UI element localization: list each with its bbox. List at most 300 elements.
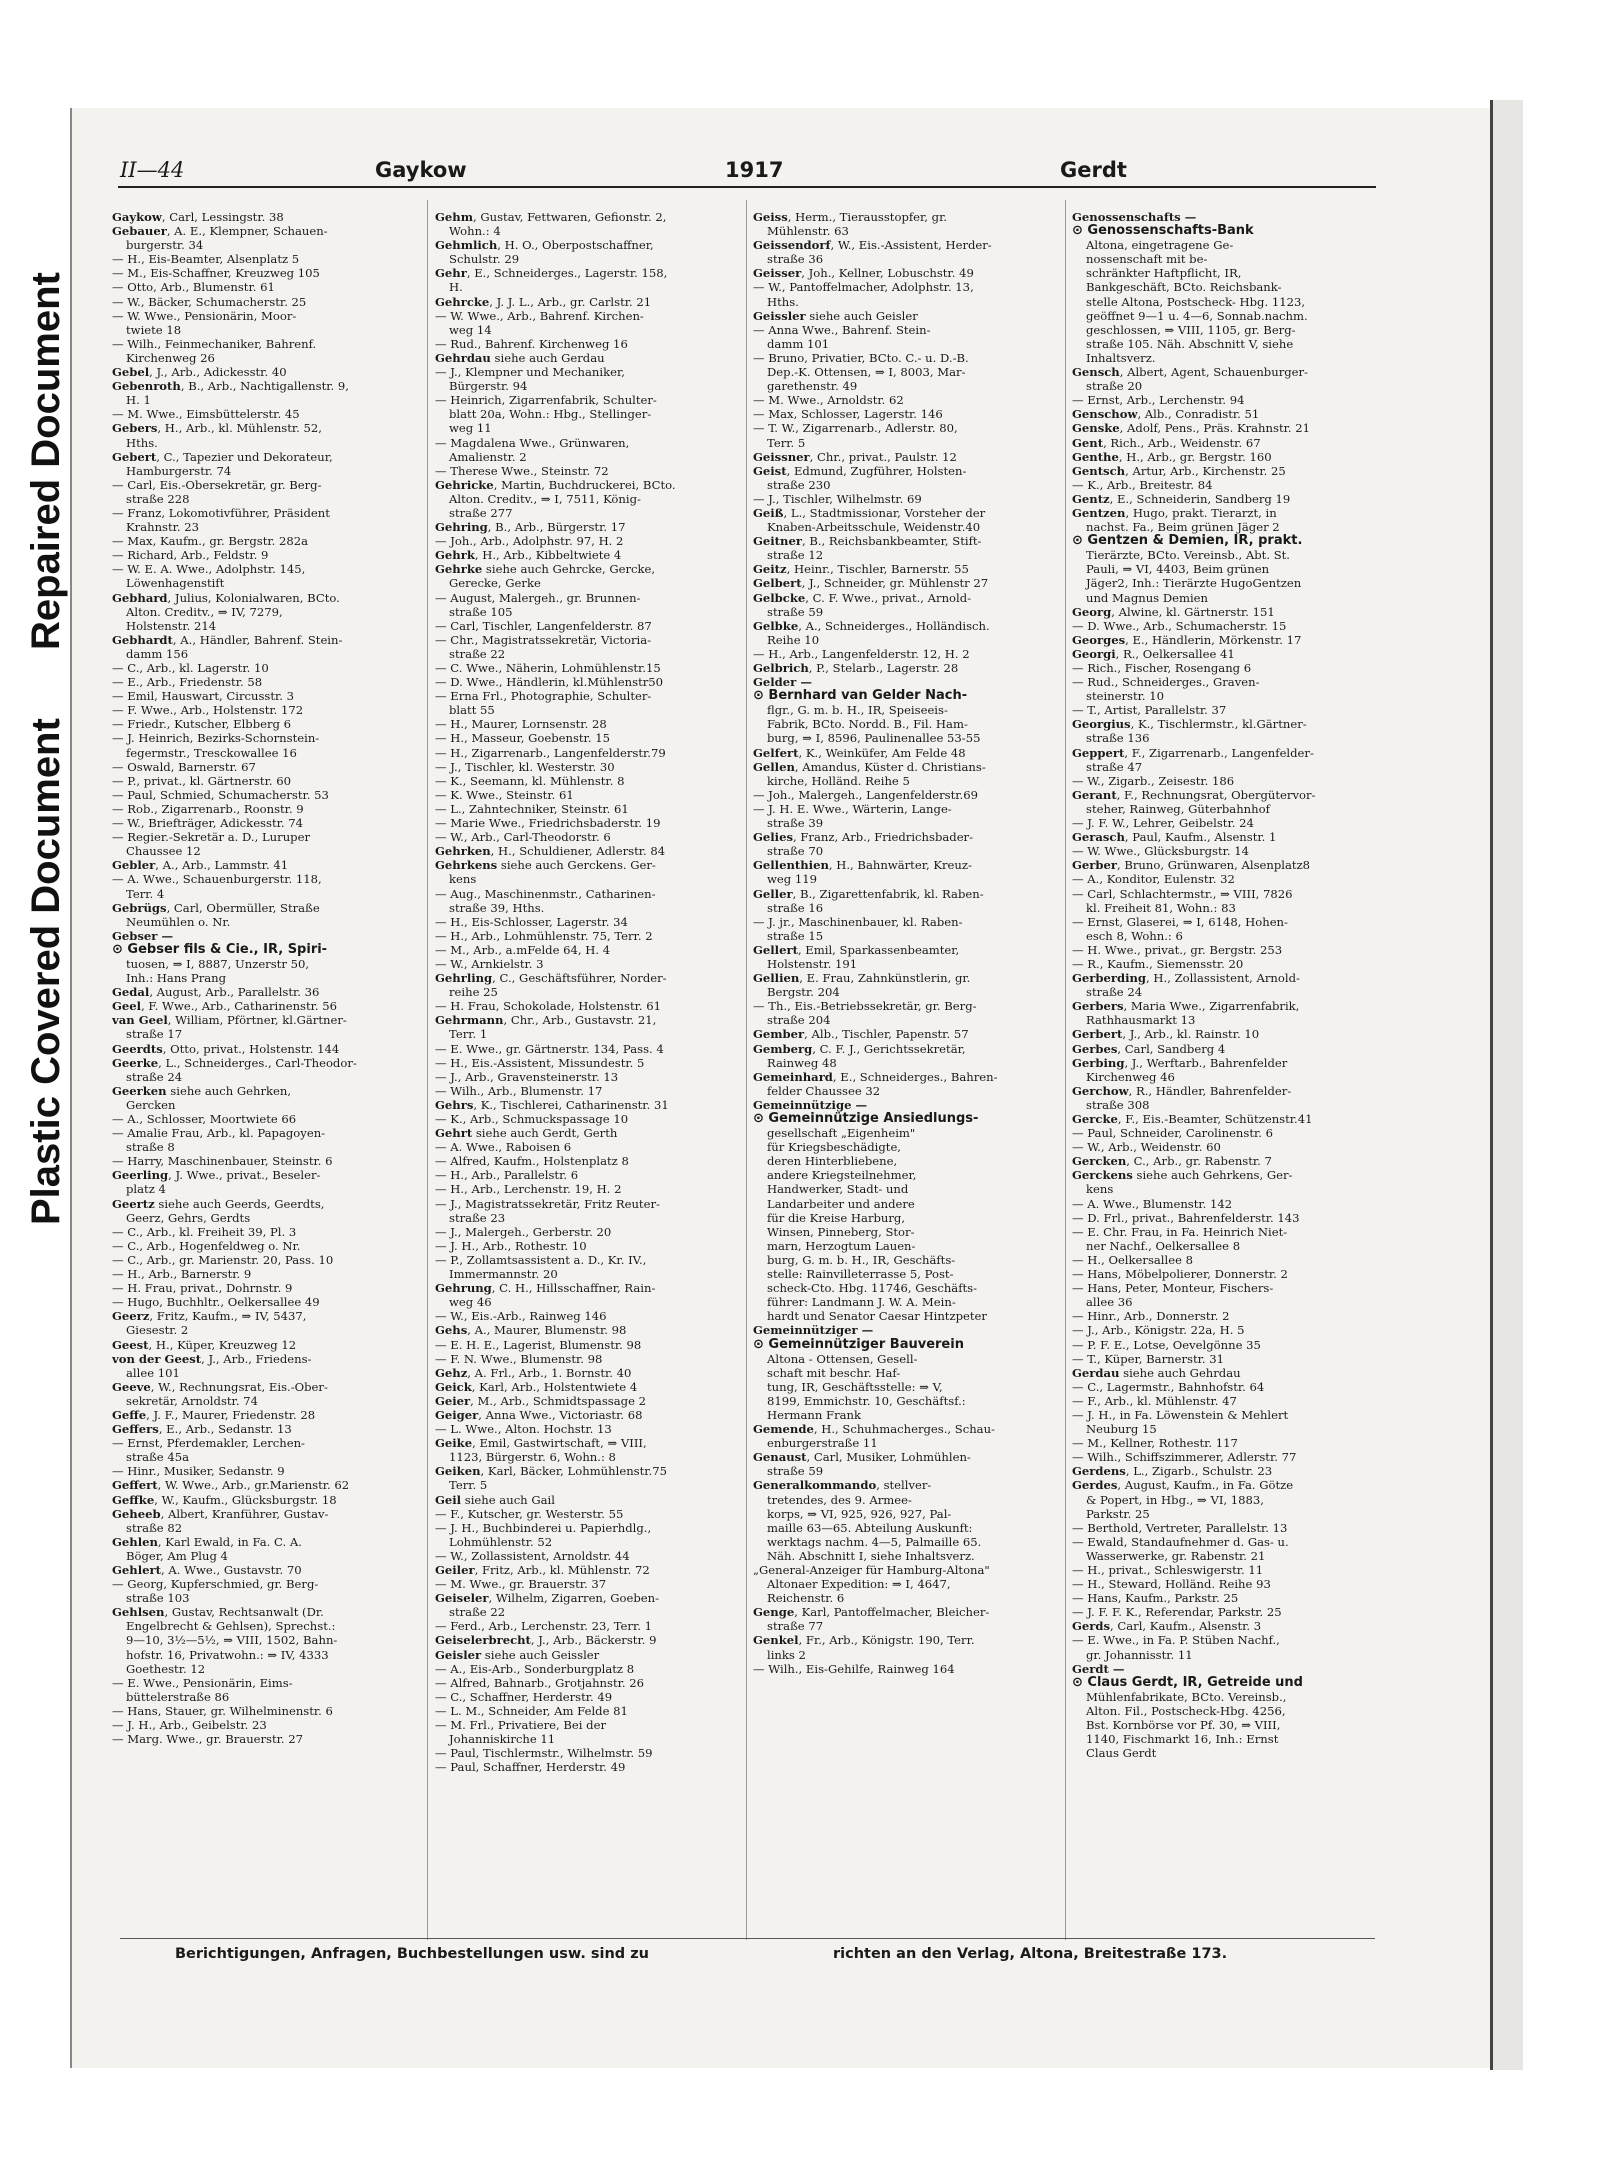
directory-line: — L., Zahntechniker, Steinstr. 61	[435, 801, 629, 816]
directory-line: Gehrt siehe auch Gerdt, Gerth	[435, 1126, 618, 1141]
directory-line: Gemberg, C. F. J., Gerichtssekretär,	[753, 1041, 966, 1056]
directory-line: Knaben-Arbeitsschule, Weidenstr.40	[767, 520, 981, 535]
directory-line: Löwenhagenstift	[126, 576, 225, 591]
directory-line: korps, ⇒ VI, 925, 926, 927, Pal-	[767, 1506, 952, 1521]
directory-line: Gedal, August, Arb., Parallelstr. 36	[112, 985, 320, 1000]
directory-line: Generalkommando, stellver-	[753, 1478, 932, 1493]
directory-line: Handwerker, Stadt- und	[767, 1182, 909, 1197]
directory-line: — Max, Schlosser, Lagerstr. 146	[753, 407, 943, 422]
directory-line: — D. Wwe., Arb., Schumacherstr. 15	[1072, 618, 1287, 633]
directory-line: — Berthold, Vertreter, Parallelstr. 13	[1072, 1520, 1288, 1535]
directory-line: garethenstr. 49	[767, 379, 858, 394]
directory-line: Geerdts, Otto, privat., Holstenstr. 144	[112, 1041, 340, 1056]
directory-line: Gebrügs, Carl, Obermüller, Straße	[112, 900, 320, 915]
directory-line: Gebhardt, A., Händler, Bahrenf. Stein-	[112, 632, 343, 647]
directory-line: hofstr. 16, Privatwohn.: ⇒ IV, 4333	[126, 1647, 329, 1662]
directory-line: Gehs, A., Maurer, Blumenstr. 98	[435, 1323, 627, 1338]
directory-line: Gerasch, Paul, Kaufm., Alsenstr. 1	[1072, 830, 1277, 845]
directory-line: Landarbeiter und andere	[767, 1196, 915, 1211]
directory-line: Gent, Rich., Arb., Weidenstr. 67	[1072, 435, 1261, 450]
directory-line: Gensch, Albert, Agent, Schauenburger-	[1072, 365, 1308, 380]
directory-line: — M., Kellner, Rothestr. 117	[1072, 1436, 1238, 1451]
directory-line: Altona - Ottensen, Gesell-	[767, 1351, 918, 1366]
directory-line: H. 1	[126, 393, 151, 408]
directory-line: straße 39	[767, 816, 824, 831]
directory-line: — H., Arb., Lerchenstr. 19, H. 2	[435, 1182, 622, 1197]
repaired-document-label: Repaired Document	[24, 272, 68, 650]
directory-line: Gehz, A. Frl., Arb., 1. Bornstr. 40	[435, 1365, 632, 1380]
directory-line: straße 308	[1086, 1097, 1150, 1112]
directory-line: — C., Arb., kl. Lagerstr. 10	[112, 661, 269, 675]
directory-line: Genthe, H., Arb., gr. Bergstr. 160	[1072, 449, 1272, 464]
directory-line: Lohmühlenstr. 52	[449, 1534, 553, 1549]
directory-line: Geerken siehe auch Gehrken,	[112, 1083, 292, 1098]
directory-line: Genske, Adolf, Pens., Präs. Krahnstr. 21	[1072, 421, 1310, 436]
directory-line: Amalienstr. 2	[449, 449, 527, 464]
directory-line: — Ferd., Arb., Lerchenstr. 23, Terr. 1	[435, 1619, 652, 1634]
directory-line: Gerant, F., Rechnungsrat, Obergütervor-	[1072, 787, 1316, 802]
directory-line: geöffnet 9—1 u. 4—6, Sonnab.nachm.	[1086, 308, 1308, 323]
directory-line: — Ernst, Pferdemakler, Lerchen-	[112, 1436, 305, 1451]
directory-line: Gelbcke, C. F. Wwe., privat., Arnold-	[753, 590, 972, 605]
directory-line: ⊙ Gemeinnütziger Bauverein	[753, 1337, 964, 1352]
directory-line: Gember, Alb., Tischler, Papenstr. 57	[753, 1027, 969, 1042]
directory-line: Gebler, A., Arb., Lammstr. 41	[112, 858, 289, 873]
directory-line: — J., Tischler, Wilhelmstr. 69	[753, 491, 922, 506]
directory-line: — H., Arb., Langenfelderstr. 12, H. 2	[753, 646, 970, 661]
directory-line: — J. H., Arb., Geibelstr. 23	[112, 1718, 267, 1733]
directory-line: — Heinrich, Zigarrenfabrik, Schulter-	[435, 393, 657, 408]
directory-line: — Max, Kaufm., gr. Bergstr. 282a	[112, 534, 309, 549]
directory-line: — W., Arb., Carl-Theodorstr. 6	[435, 830, 611, 845]
directory-line: Georgius, K., Tischlermstr., kl.Gärtner-	[1072, 717, 1307, 732]
directory-line: straße 70	[767, 844, 824, 859]
directory-line: Claus Gerdt	[1086, 1746, 1157, 1761]
directory-line: Gerdes, August, Kaufm., in Fa. Götze	[1072, 1478, 1294, 1493]
directory-line: Gehr, E., Schneiderges., Lagerstr. 158,	[435, 266, 668, 281]
directory-line: straße 45a	[126, 1450, 190, 1465]
directory-line: esch 8, Wohn.: 6	[1086, 928, 1183, 943]
directory-line: burgerstr. 34	[126, 238, 204, 253]
directory-line: maille 63—65. Abteilung Auskunft:	[767, 1520, 973, 1535]
column-divider	[746, 200, 747, 1940]
directory-line: — W. Wwe., Glücksburgstr. 14	[1072, 844, 1250, 859]
directory-line: — M. Wwe., gr. Brauerstr. 37	[435, 1577, 607, 1592]
directory-line: 9—10, 3½—5½, ⇒ VIII, 1502, Bahn-	[126, 1633, 338, 1648]
directory-line: — Carl, Schlachtermstr., ⇒ VIII, 7826	[1072, 886, 1293, 901]
directory-line: straße 16	[767, 900, 824, 915]
directory-line: — J. H. E. Wwe., Wärterin, Lange-	[753, 801, 952, 816]
directory-line: Gehrs, K., Tischlerei, Catharinenstr. 31	[435, 1097, 669, 1112]
directory-line: Hths.	[126, 435, 158, 450]
directory-line: straße 77	[767, 1619, 824, 1634]
directory-line: Geest, H., Küper, Kreuzweg 12	[112, 1337, 297, 1352]
directory-line: stelle: Rainvilleterrasse 5, Post-	[767, 1267, 954, 1282]
directory-line: Gerdt —	[1072, 1661, 1125, 1676]
directory-line: Geil siehe auch Gail	[435, 1492, 555, 1507]
directory-line: Fabrik, BCto. Nordd. B., Fil. Ham-	[767, 717, 968, 732]
directory-line: Gerberding, H., Zollassistent, Arnold-	[1072, 971, 1300, 986]
directory-line: Gehrke siehe auch Gehrcke, Gercke,	[435, 562, 656, 577]
directory-line: Terr. 1	[449, 1027, 488, 1042]
directory-line: Immermannstr. 20	[449, 1267, 558, 1282]
header-first-entry: Gaykow	[375, 158, 467, 182]
directory-line: — E. Wwe., gr. Gärtnerstr. 134, Pass. 4	[435, 1041, 664, 1056]
directory-line: Gerbes, Carl, Sandberg 4	[1072, 1041, 1226, 1056]
directory-line: stelle Altona, Postscheck- Hbg. 1123,	[1086, 294, 1306, 309]
directory-line: Geier, M., Arb., Schmidtspassage 2	[435, 1393, 646, 1408]
directory-line: Gehrken, H., Schuldiener, Adlerstr. 84	[435, 844, 666, 859]
directory-line: Holstenstr. 191	[767, 956, 858, 971]
directory-line: Genge, Karl, Pantoffelmacher, Bleicher-	[753, 1605, 990, 1620]
directory-line: — Marg. Wwe., gr. Brauerstr. 27	[112, 1732, 304, 1747]
directory-line: Gerber, Bruno, Grünwaren, Alsenplatz8	[1072, 858, 1311, 873]
directory-line: Gebers, H., Arb., kl. Mühlenstr. 52,	[112, 421, 322, 436]
directory-line: straße 12	[767, 548, 824, 563]
directory-line: — Harry, Maschinenbauer, Steinstr. 6	[112, 1154, 333, 1169]
directory-line: — Regier.-Sekretär a. D., Luruper	[112, 830, 310, 845]
directory-line: — Rob., Zigarrenarb., Roonstr. 9	[112, 801, 304, 816]
directory-line: Gerchow, R., Händler, Bahrenfelder-	[1072, 1083, 1292, 1098]
directory-line: — Richard, Arb., Feldstr. 9	[112, 548, 269, 563]
directory-line: — Paul, Tischlermstr., Wilhelmstr. 59	[435, 1746, 653, 1761]
directory-line: — W. E. A. Wwe., Adolphstr. 145,	[112, 562, 306, 577]
directory-line: damm 156	[126, 646, 189, 661]
directory-line: Geisser, Joh., Kellner, Lobuschstr. 49	[753, 266, 974, 281]
directory-line: — R., Kaufm., Siemensstr. 20	[1072, 956, 1244, 971]
directory-line: Gerckens siehe auch Gehrkens, Ger-	[1072, 1168, 1293, 1183]
directory-line: Bst. Kornbörse vor Pf. 30, ⇒ VIII,	[1086, 1718, 1281, 1733]
directory-line: Neuburg 15	[1086, 1422, 1157, 1437]
directory-line: — D. Frl., privat., Bahrenfelderstr. 143	[1072, 1210, 1300, 1225]
directory-line: Mühlenstr. 63	[767, 224, 849, 239]
directory-line: Gehlsen, Gustav, Rechtsanwalt (Dr.	[112, 1605, 324, 1620]
directory-line: Gehlen, Karl Ewald, in Fa. C. A.	[112, 1534, 302, 1549]
directory-line: — H., Eis-Beamter, Alsenplatz 5	[112, 252, 300, 267]
directory-line: Gehmlich, H. O., Oberpostschaffner,	[435, 238, 654, 253]
directory-line: — J. jr., Maschinenbauer, kl. Raben-	[753, 914, 963, 929]
directory-line: allee 101	[126, 1365, 180, 1380]
directory-line: Gehrkens siehe auch Gerckens. Ger-	[435, 858, 656, 873]
directory-line: — J., Malergeh., Gerberstr. 20	[435, 1224, 612, 1239]
directory-line: — Hans, Peter, Monteur, Fischers-	[1072, 1281, 1274, 1296]
directory-line: Geiger, Anna Wwe., Victoriastr. 68	[435, 1407, 643, 1422]
directory-line: ⊙ Gentzen & Demien, IR, prakt.	[1072, 534, 1303, 549]
directory-line: — M. Frl., Privatiere, Bei der	[435, 1718, 606, 1733]
directory-line: — J. F. F. K., Referendar, Parkstr. 25	[1072, 1605, 1282, 1620]
directory-line: Geiler, Fritz, Arb., kl. Mühlenstr. 72	[435, 1563, 650, 1577]
directory-line: Gemeinnütziger —	[753, 1323, 874, 1338]
directory-line: — M. Wwe., Eimsbüttelerstr. 45	[112, 407, 300, 422]
directory-line: — H., Maurer, Lornsenstr. 28	[435, 717, 607, 732]
directory-line: — Joh., Malergeh., Langenfelderstr.69	[753, 787, 978, 802]
directory-line: straße 103	[126, 1591, 190, 1606]
directory-line: — W., Zollassistent, Arnoldstr. 44	[435, 1548, 630, 1563]
directory-line: Geike, Emil, Gastwirtschaft, ⇒ VIII,	[435, 1436, 647, 1451]
directory-line: — Oswald, Barnerstr. 67	[112, 759, 256, 774]
directory-line: ⊙ Bernhard van Gelder Nach-	[753, 689, 968, 704]
directory-line: Gaykow, Carl, Lessingstr. 38	[112, 210, 284, 224]
directory-line: — K., Arb., Schmuckspassage 10	[435, 1112, 629, 1126]
directory-line: — M., Eis-Schaffner, Kreuzweg 105	[112, 266, 320, 281]
directory-line: Gehrmann, Chr., Arb., Gustavstr. 21,	[435, 1013, 657, 1028]
directory-line: — Erna Frl., Photographie, Schulter-	[435, 689, 652, 704]
directory-line: Reihe 10	[767, 632, 820, 647]
directory-line: — Franz, Lokomotivführer, Präsident	[112, 505, 330, 520]
directory-line: Geffe, J. F., Maurer, Friedenstr. 28	[112, 1407, 316, 1422]
directory-line: — A., Schlosser, Moortwiete 66	[112, 1112, 297, 1126]
directory-line: — J. H., Buchbinderei u. Papierhdlg.,	[435, 1520, 652, 1535]
directory-line: Georges, E., Händlerin, Mörkenstr. 17	[1072, 632, 1302, 647]
directory-line: — W., Arnkielstr. 3	[435, 956, 544, 971]
directory-line: Gebhard, Julius, Kolonialwaren, BCto.	[112, 590, 340, 605]
directory-line: — T. W., Zigarrenarb., Adlerstr. 80,	[753, 421, 958, 436]
directory-line: — P., privat., kl. Gärtnerstr. 60	[112, 773, 291, 788]
directory-line: — Emil, Hauswart, Circusstr. 3	[112, 689, 295, 704]
directory-line: für die Kreise Harburg,	[767, 1210, 906, 1225]
directory-line: — Hans, Möbelpolierer, Donnerstr. 2	[1072, 1267, 1288, 1282]
directory-line: von der Geest, J., Arb., Friedens-	[112, 1351, 312, 1366]
directory-line: straße 228	[126, 491, 190, 506]
column-3	[753, 210, 1043, 1676]
directory-line: — Alfred, Kaufm., Holstenplatz 8	[435, 1154, 629, 1169]
directory-line: straße 277	[449, 505, 513, 520]
directory-line: — E., Arb., Friedenstr. 58	[112, 675, 263, 690]
directory-line: — H. Frau, privat., Dohrnstr. 9	[112, 1281, 293, 1296]
header-rule	[118, 186, 1376, 188]
directory-line: straße 82	[126, 1520, 183, 1535]
directory-line: Geffke, W., Kaufm., Glücksburgstr. 18	[112, 1492, 337, 1507]
directory-line: Georg, Alwine, kl. Gärtnerstr. 151	[1072, 604, 1275, 619]
directory-line: Hermann Frank	[767, 1407, 862, 1422]
directory-line: — Chr., Magistratssekretär, Victoria-	[435, 632, 652, 647]
directory-line: Goethestr. 12	[126, 1661, 206, 1676]
directory-line: Winsen, Pinneberg, Stor-	[767, 1224, 915, 1239]
directory-line: kirche, Holländ. Reihe 5	[767, 773, 910, 788]
directory-line: — J., Tischler, kl. Westerstr. 30	[435, 759, 615, 774]
directory-line: — H., Eis-Schlosser, Lagerstr. 34	[435, 914, 628, 929]
directory-line: — Ewald, Standaufnehmer d. Gas- u.	[1072, 1534, 1289, 1549]
column-1	[112, 210, 402, 1746]
directory-line: burg, ⇒ I, 8596, Paulinenallee 53-55	[767, 731, 981, 746]
directory-line: straße 24	[126, 1069, 183, 1084]
directory-line: — T., Küper, Barnerstr. 31	[1072, 1351, 1225, 1366]
directory-line: Engelbrecht & Gehlsen), Sprechst.:	[126, 1619, 336, 1634]
directory-line: Gerdau siehe auch Gehrdau	[1072, 1365, 1241, 1380]
directory-line: Gebser —	[112, 928, 174, 943]
directory-line: & Popert, in Hbg., ⇒ VI, 1883,	[1086, 1492, 1264, 1507]
directory-line: Gelbke, A., Schneiderges., Holländisch.	[753, 618, 990, 633]
directory-line: links 2	[767, 1647, 806, 1662]
directory-line: — H. Frau, Schokolade, Holstenstr. 61	[435, 999, 661, 1014]
directory-line: — M. Wwe., Arnoldstr. 62	[753, 393, 904, 408]
directory-line: gesellschaft „Eigenheim"	[767, 1126, 916, 1141]
directory-line: — Paul, Schneider, Carolinenstr. 6	[1072, 1126, 1274, 1141]
directory-line: — C., Schaffner, Herderstr. 49	[435, 1689, 613, 1704]
directory-line: Bürgerstr. 94	[449, 379, 528, 394]
directory-line: — C., Arb., Hogenfeldweg o. Nr.	[112, 1238, 301, 1253]
footer-right: richten an den Verlag, Altona, Breitestraße 173.	[833, 1946, 1228, 1962]
directory-line: — A. Wwe., Blumenstr. 142	[1072, 1196, 1233, 1211]
directory-line: — A., Eis-Arb., Sonderburgplatz 8	[435, 1661, 635, 1676]
directory-line: — E. Wwe., in Fa. P. Stüben Nachf.,	[1072, 1633, 1280, 1648]
directory-line: straße 22	[449, 646, 506, 661]
directory-line: twiete 18	[126, 322, 182, 337]
directory-line: Mühlenfabrikate, BCto. Vereinsb.,	[1086, 1689, 1287, 1704]
directory-line: nossenschaft mit be-	[1086, 252, 1208, 267]
directory-line: kens	[449, 872, 477, 887]
directory-line: ⊙ Claus Gerdt, IR, Getreide und	[1072, 1675, 1303, 1690]
directory-line: Geppert, F., Zigarrenarb., Langenfelder-	[1072, 745, 1314, 760]
header-last-entry: Gerdt	[1060, 158, 1127, 182]
directory-line: Gelies, Franz, Arb., Friedrichsbader-	[753, 830, 974, 845]
directory-line: Altonaer Expedition: ⇒ I, 4647,	[767, 1577, 951, 1592]
directory-line: — August, Malergeh., gr. Brunnen-	[435, 590, 641, 605]
directory-line: — D. Wwe., Händlerin, kl.Mühlenstr50	[435, 675, 664, 690]
directory-line: führer: Landmann J. W. A. Mein-	[767, 1295, 956, 1310]
directory-line: — J. F. W., Lehrer, Geibelstr. 24	[1072, 816, 1254, 831]
directory-line: — J. H., Arb., Rothestr. 10	[435, 1238, 587, 1253]
directory-line: straße 204	[767, 1013, 831, 1028]
directory-line: nachst. Fa., Beim grünen Jäger 2	[1086, 520, 1280, 535]
directory-line: Gehrdau siehe auch Gerdau	[435, 350, 605, 365]
directory-line: Geerz, Fritz, Kaufm., ⇒ IV, 5437,	[112, 1309, 307, 1324]
directory-line: — Alfred, Bahnarb., Grotjahnstr. 26	[435, 1675, 645, 1690]
directory-line: — M., Arb., a.mFelde 64, H. 4	[435, 942, 611, 957]
directory-line: Gerds, Carl, Kaufm., Alsenstr. 3	[1072, 1619, 1262, 1634]
directory-line: tretendes, des 9. Armee-	[767, 1492, 912, 1507]
directory-line: — H., Steward, Holländ. Reihe 93	[1072, 1577, 1271, 1592]
directory-line: Neumühlen o. Nr.	[126, 914, 231, 929]
directory-line: Geiseler, Wilhelm, Zigarren, Goeben-	[435, 1591, 660, 1606]
directory-line: Gentsch, Artur, Arb., Kirchenstr. 25	[1072, 463, 1286, 478]
directory-line: Hamburgerstr. 74	[126, 463, 232, 478]
directory-line: Gehring, B., Arb., Bürgerstr. 17	[435, 520, 626, 535]
directory-line: Geheeb, Albert, Kranführer, Gustav-	[112, 1506, 329, 1521]
directory-line: — W., Zigarb., Zeisestr. 186	[1072, 773, 1235, 788]
directory-line: Inhaltsverz.	[1086, 350, 1156, 365]
directory-line: geschlossen, ⇒ VIII, 1105, gr. Berg-	[1086, 322, 1296, 337]
directory-line: Rainweg 48	[767, 1055, 837, 1070]
header-year: 1917	[725, 158, 784, 182]
directory-line: sekretär, Arnoldstr. 74	[126, 1393, 258, 1408]
directory-line: Johanniskirche 11	[449, 1732, 556, 1747]
directory-line: — A. Wwe., Raboisen 6	[435, 1140, 572, 1155]
directory-line: hardt und Senator Caesar Hintzpeter	[767, 1309, 987, 1324]
directory-line: — K., Arb., Breitestr. 84	[1072, 477, 1213, 492]
directory-line: Holstenstr. 214	[126, 618, 217, 633]
directory-line: weg 46	[449, 1295, 492, 1310]
directory-line: Geick, Karl, Arb., Holstentwiete 4	[435, 1379, 638, 1394]
directory-line: Gehrcke, J. J. L., Arb., gr. Carlstr. 21	[435, 294, 652, 309]
directory-line: — Amalie Frau, Arb., kl. Papagoyen-	[112, 1126, 326, 1141]
directory-line: straße 39, Hths.	[449, 900, 545, 915]
directory-line: Chaussee 12	[126, 844, 201, 859]
directory-line: — Georg, Kupferschmied, gr. Berg-	[112, 1577, 319, 1592]
directory-line: — Bruno, Privatier, BCto. C.- u. D.-B.	[753, 350, 969, 365]
directory-line: Gelfert, K., Weinküfer, Am Felde 48	[753, 745, 966, 760]
directory-line: allee 36	[1086, 1295, 1133, 1310]
directory-line: Gerdens, L., Zigarb., Schulstr. 23	[1072, 1464, 1273, 1479]
directory-line: Rathhausmarkt 13	[1086, 1013, 1196, 1028]
directory-line: — H., Arb., Barnerstr. 9	[112, 1267, 252, 1282]
directory-line: — W. Wwe., Pensionärin, Moor-	[112, 308, 297, 323]
directory-line: straße 59	[767, 604, 824, 619]
directory-line: Geiselerbrecht, J., Arb., Bäckerstr. 9	[435, 1633, 657, 1648]
directory-line: werktags nachm. 4—5, Palmaille 65.	[767, 1534, 982, 1549]
directory-line: — W., Bäcker, Schumacherstr. 25	[112, 294, 307, 309]
directory-line: — P. F. E., Lotse, Oevelgönne 35	[1072, 1337, 1261, 1352]
directory-line: — W. Wwe., Arb., Bahrenf. Kirchen-	[435, 308, 644, 323]
directory-line: — Marie Wwe., Friedrichsbaderstr. 19	[435, 816, 661, 831]
directory-line: Geitz, Heinr., Tischler, Barnerstr. 55	[753, 562, 969, 577]
directory-line: — Therese Wwe., Steinstr. 72	[435, 463, 609, 478]
directory-line: Terr. 5	[449, 1478, 488, 1493]
directory-line: Gentz, E., Schneiderin, Sandberg 19	[1072, 491, 1291, 506]
directory-line: Genschow, Alb., Conradistr. 51	[1072, 407, 1260, 422]
directory-line: straße 8	[126, 1140, 175, 1155]
directory-line: Georgi, R., Oelkersallee 41	[1072, 646, 1235, 661]
directory-line: — E. H. E., Lagerist, Blumenstr. 98	[435, 1337, 642, 1352]
directory-line: Gehrung, C. H., Hillsschaffner, Rain-	[435, 1281, 656, 1296]
directory-line: — Wilh., Schiffszimmerer, Adlerstr. 77	[1072, 1450, 1297, 1465]
plastic-covered-label: Plastic Covered Document	[24, 718, 68, 1225]
directory-line: straße 105. Näh. Abschnitt V, siehe	[1086, 336, 1294, 351]
directory-line: Geerling, J. Wwe., privat., Beseler-	[112, 1168, 321, 1183]
directory-line: kl. Freiheit 81, Wohn.: 83	[1086, 900, 1236, 915]
directory-line: Gellert, Emil, Sparkassenbeamter,	[753, 942, 960, 957]
directory-line: — Hinr., Musiker, Sedanstr. 9	[112, 1464, 285, 1479]
directory-line: 1123, Bürgerstr. 6, Wohn.: 8	[449, 1450, 616, 1465]
directory-line: — E. Chr. Frau, in Fa. Heinrich Niet-	[1072, 1224, 1288, 1239]
directory-line: schaft mit beschr. Haf-	[767, 1365, 901, 1380]
directory-line: — H., Zigarrenarb., Langenfelderstr.79	[435, 745, 666, 760]
directory-line: Gercken	[126, 1097, 176, 1112]
directory-line: — H., Arb., Lohmühlenstr. 75, Terr. 2	[435, 928, 653, 943]
directory-line: van Geel, William, Pförtner, kl.Gärtner-	[112, 1013, 347, 1028]
column-4	[1072, 210, 1362, 1760]
page-edge	[1490, 100, 1523, 2070]
directory-line: und Magnus Demien	[1086, 590, 1209, 605]
directory-line: — F. N. Wwe., Blumenstr. 98	[435, 1351, 603, 1366]
directory-line: Gelder —	[753, 675, 812, 690]
directory-line: weg 14	[449, 322, 492, 337]
directory-line: Pauli, ⇒ VI, 4403, Beim grünen	[1086, 562, 1270, 577]
directory-line: — Joh., Arb., Adolphstr. 97, H. 2	[435, 534, 624, 549]
directory-line: — H., Arb., Parallelstr. 6	[435, 1168, 579, 1183]
directory-line: Gemeinnützige —	[753, 1097, 868, 1112]
page-number: II—44	[120, 158, 185, 182]
directory-line: blatt 20a, Wohn.: Hbg., Stellinger-	[449, 407, 652, 422]
directory-line: — Hinr., Arb., Donnerstr. 2	[1072, 1309, 1230, 1324]
directory-line: kens	[1086, 1182, 1114, 1197]
directory-line: steher, Rainweg, Güterbahnhof	[1086, 801, 1270, 816]
directory-line: straße 17	[126, 1027, 183, 1042]
directory-line: — C. Wwe., Näherin, Lohmühlenstr.15	[435, 661, 661, 675]
directory-line: — Wilh., Eis-Gehilfe, Rainweg 164	[753, 1661, 955, 1676]
directory-line: — J., Arb., Königstr. 22a, H. 5	[1072, 1323, 1245, 1338]
directory-line: Reichenstr. 6	[767, 1591, 845, 1606]
directory-line: — Carl, Eis.-Obersekretär, gr. Berg-	[112, 477, 322, 492]
directory-line: — Ernst, Arb., Lerchenstr. 94	[1072, 393, 1245, 408]
directory-line: Geiss, Herm., Tierausstopfer, gr.	[753, 210, 948, 224]
directory-line: Jäger2, Inh.: Tierärzte HugoGentzen	[1086, 576, 1302, 591]
directory-line: Geertz siehe auch Geerds, Geerdts,	[112, 1196, 325, 1211]
directory-line: Gemeinhard, E., Schneiderges., Bahren-	[753, 1069, 998, 1084]
directory-line: Gerbers, Maria Wwe., Zigarrenfabrik,	[1072, 999, 1300, 1014]
directory-line: Parkstr. 25	[1086, 1506, 1150, 1521]
directory-line: damm 101	[767, 336, 830, 351]
